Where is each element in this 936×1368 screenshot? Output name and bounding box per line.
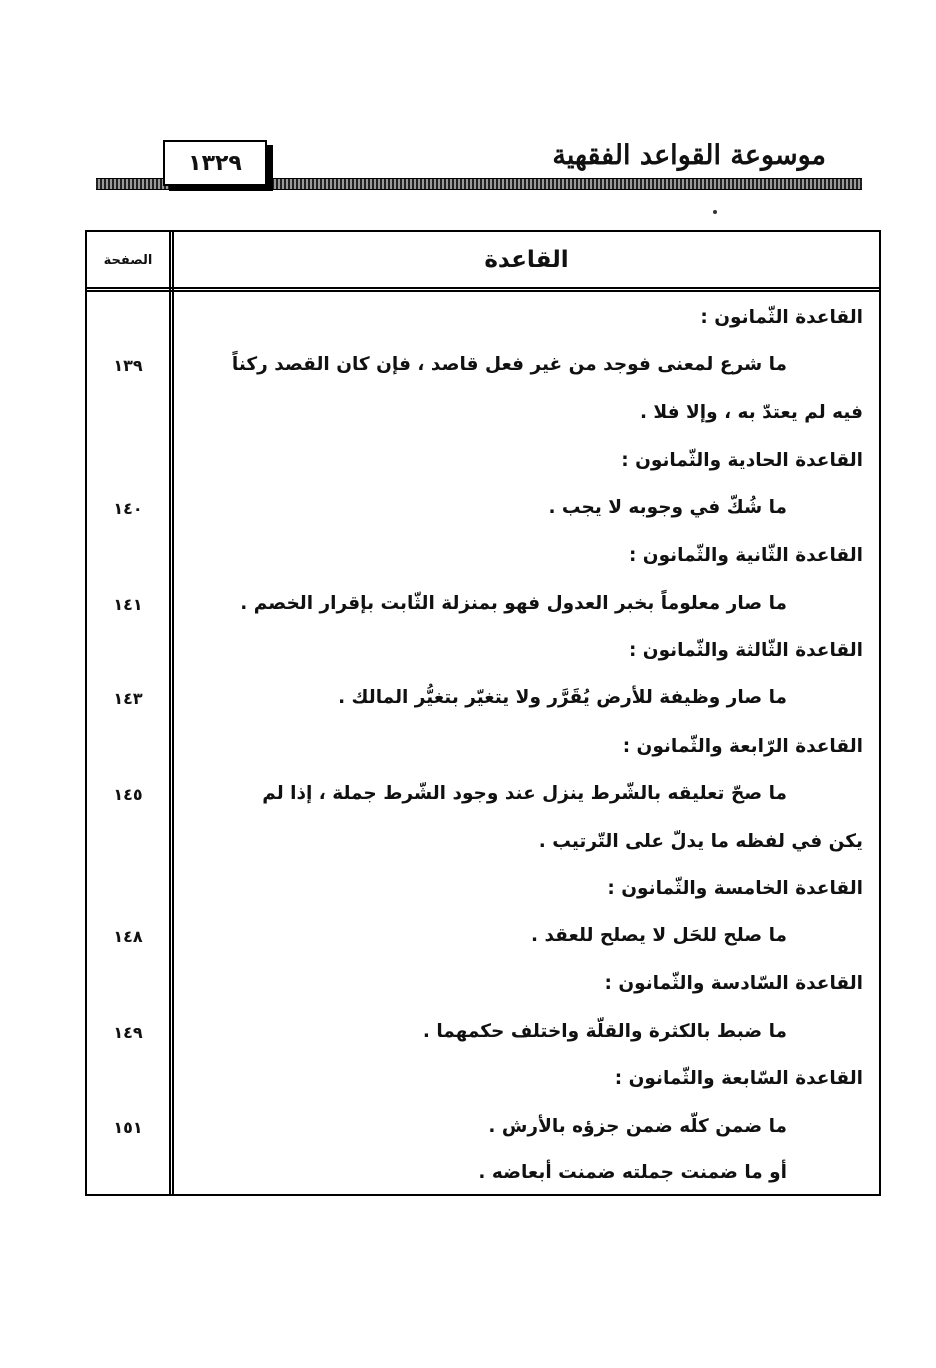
rule-heading: القاعدة الرّابعة والثّمانون :: [622, 736, 863, 757]
rule-text: ما شُكّ في وجوبه لا يجب .: [548, 497, 787, 518]
rule-heading: القاعدة الحادية والثّمانون :: [621, 450, 863, 471]
rule-page-number: ١٤٩: [113, 1023, 143, 1042]
rule-text: ما شرع لمعنى فوجد من غير فعل قاصد ، فإن كان القصد ركناً: [231, 354, 787, 375]
rule-heading: القاعدة الثّانية والثّمانون :: [628, 545, 863, 566]
rule-page-number: ١٥١: [113, 1118, 143, 1137]
rule-heading: القاعدة الخامسة والثّمانون :: [607, 878, 863, 899]
rule-page-number: ١٣٩: [113, 356, 143, 375]
rule-heading: القاعدة الثّالثة والثّمانون :: [628, 640, 863, 661]
rule-page-number: ١٤١: [113, 595, 143, 614]
rule-text: ما صلح للحَل لا يصلح للعقد .: [531, 925, 787, 946]
ink-dot: [713, 210, 717, 214]
column-header-page: الصفحة: [103, 252, 153, 268]
book-title: موسوعة القواعد الفقهية: [552, 140, 826, 171]
rule-text: ما صحّ تعليقه بالشّرط ينزل عند وجود الشّرط جملة ، إذا لم: [262, 783, 787, 804]
page-number: ١٣٢٩: [163, 140, 267, 186]
rule-page-number: ١٤٠: [113, 499, 143, 518]
rule-heading: القاعدة السّادسة والثّمانون :: [604, 973, 863, 994]
rule-text: ما ضمن كلّه ضمن جزؤه بالأرش .: [488, 1116, 787, 1137]
column-divider: [169, 232, 174, 1194]
rule-text: ما صار معلوماً بخبر العدول فهو بمنزلة الثّابت بإقرار الخصم .: [240, 593, 787, 614]
rule-text: أو ما ضمنت جملته ضمنت أبعاضه .: [478, 1162, 787, 1183]
rule-heading: القاعدة الثّمانون :: [700, 307, 863, 328]
rule-text: يكن في لفظه ما يدلّ على التّرتيب .: [538, 831, 863, 852]
rule-page-number: ١٤٥: [113, 785, 143, 804]
rule-text: ما ضبط بالكثرة والقلّة واختلف حكمهما .: [422, 1021, 787, 1042]
rule-page-number: ١٤٣: [113, 689, 143, 708]
rule-text: فيه لم يعتدّ به ، وإلا فلا .: [639, 402, 863, 423]
rule-page-number: ١٤٨: [113, 927, 143, 946]
rule-text: ما صار وظيفة للأرض يُقَرَّر ولا يتغيّر بتغيُّر المالك .: [338, 687, 787, 708]
rule-heading: القاعدة السّابعة والثّمانون :: [614, 1068, 863, 1089]
column-header-rule: القاعدة: [484, 247, 569, 273]
rules-index-table: [85, 230, 881, 1196]
